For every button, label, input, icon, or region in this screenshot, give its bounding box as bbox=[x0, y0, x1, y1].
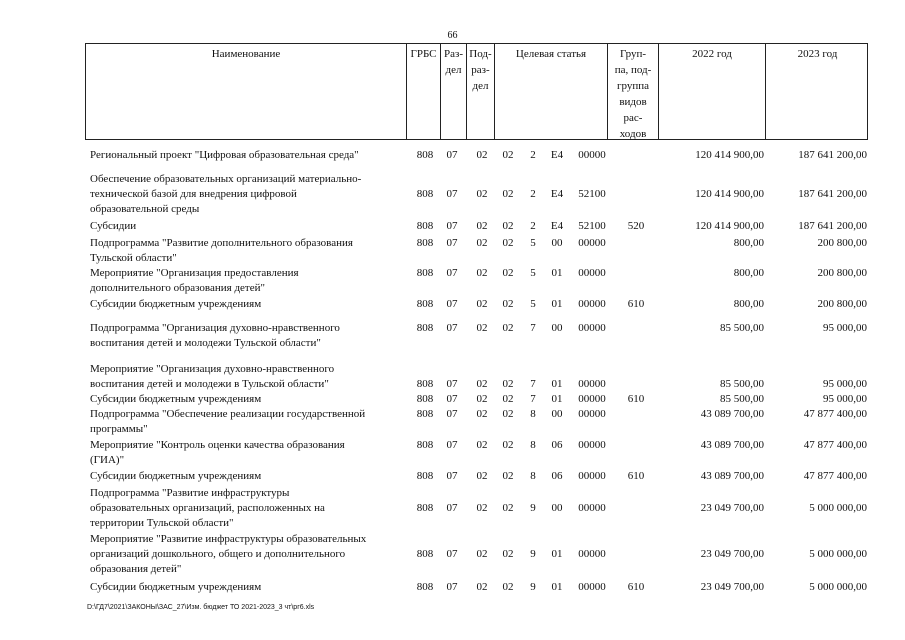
cell-t3: 06 bbox=[551, 439, 563, 451]
cell-grbs: 808 bbox=[416, 378, 434, 390]
row-name bbox=[90, 172, 402, 217]
cell-t3: 00 bbox=[551, 502, 563, 514]
cell-y2022: 85 500,00 bbox=[720, 378, 764, 390]
header-podrazdel: Под- раз- дел bbox=[467, 44, 495, 139]
cell-y2023: 5 000 000,00 bbox=[809, 548, 867, 560]
cell-t4: 00000 bbox=[578, 237, 606, 249]
cell-t2: 8 bbox=[530, 439, 536, 451]
row-name-line: Подпрограмма "Обеспечение реализации государственной bbox=[90, 408, 366, 420]
header-grbs: ГРБС bbox=[407, 44, 441, 139]
row-name-line: Субсидии бюджетным учреждениям bbox=[90, 470, 262, 482]
cell-t3: E4 bbox=[550, 188, 564, 200]
row-name-line: (ГИА)" bbox=[90, 454, 125, 466]
cell-pr: 02 bbox=[476, 298, 488, 310]
row-name-line: территории Тульской области" bbox=[90, 517, 234, 529]
header-2022: 2022 год bbox=[659, 44, 766, 139]
cell-t2: 7 bbox=[530, 393, 536, 405]
file-path-footer: D:\ГД7\2021\ЗАКОНЫ\ЗАС_27\Изм. бюджет ТО 2021-2023_3 чт\рг6.xls bbox=[87, 604, 315, 611]
header-target: Целевая статья bbox=[495, 44, 608, 139]
row-name-line: технической базой для внедрения цифровой bbox=[90, 188, 297, 200]
row-name bbox=[90, 407, 402, 437]
cell-y2022: 23 049 700,00 bbox=[700, 548, 764, 560]
cell-t1: 02 bbox=[502, 502, 514, 514]
cell-y2022: 43 089 700,00 bbox=[700, 439, 764, 451]
row-name bbox=[90, 469, 402, 484]
row-name-line: Подпрограмма "Организация духовно-нравственного bbox=[90, 322, 340, 334]
row-name-line: Подпрограмма "Развитие дополнительного образования bbox=[90, 237, 353, 249]
row-name bbox=[90, 321, 402, 351]
row-name-line: Тульской области" bbox=[90, 252, 177, 264]
cell-t2: 2 bbox=[530, 220, 536, 232]
cell-y2022: 85 500,00 bbox=[720, 322, 764, 334]
cell-y2023: 47 877 400,00 bbox=[803, 408, 867, 420]
cell-t1: 02 bbox=[502, 220, 514, 232]
cell-rz: 07 bbox=[446, 439, 458, 451]
cell-t1: 02 bbox=[502, 408, 514, 420]
cell-grbs: 808 bbox=[416, 548, 434, 560]
cell-vr: 610 bbox=[627, 298, 645, 310]
cell-t1: 02 bbox=[502, 298, 514, 310]
cell-y2022: 120 414 900,00 bbox=[695, 149, 764, 161]
cell-t1: 02 bbox=[502, 378, 514, 390]
cell-t3: 01 bbox=[551, 581, 563, 593]
cell-grbs: 808 bbox=[416, 149, 434, 161]
cell-pr: 02 bbox=[476, 581, 488, 593]
cell-rz: 07 bbox=[446, 393, 458, 405]
cell-t4: 00000 bbox=[578, 298, 606, 310]
cell-t4: 00000 bbox=[578, 502, 606, 514]
cell-y2023: 200 800,00 bbox=[817, 298, 867, 310]
cell-grbs: 808 bbox=[416, 188, 434, 200]
cell-rz: 07 bbox=[446, 470, 458, 482]
cell-t1: 02 bbox=[502, 322, 514, 334]
cell-pr: 02 bbox=[476, 149, 488, 161]
row-name bbox=[90, 362, 402, 392]
cell-t1: 02 bbox=[502, 581, 514, 593]
cell-rz: 07 bbox=[446, 267, 458, 279]
cell-t3: 01 bbox=[551, 548, 563, 560]
cell-vr: 610 bbox=[627, 581, 645, 593]
cell-t3: 01 bbox=[551, 267, 563, 279]
cell-y2023: 187 641 200,00 bbox=[798, 149, 867, 161]
cell-t2: 5 bbox=[530, 267, 536, 279]
cell-t3: 01 bbox=[551, 298, 563, 310]
cell-rz: 07 bbox=[446, 408, 458, 420]
cell-y2022: 23 049 700,00 bbox=[700, 581, 764, 593]
cell-t3: E4 bbox=[550, 220, 564, 232]
cell-grbs: 808 bbox=[416, 581, 434, 593]
cell-pr: 02 bbox=[476, 502, 488, 514]
header-vid: Груп- па, под- группа видов рас- ходов bbox=[608, 44, 659, 139]
cell-y2023: 47 877 400,00 bbox=[803, 470, 867, 482]
cell-t1: 02 bbox=[502, 393, 514, 405]
cell-t1: 02 bbox=[502, 149, 514, 161]
row-name-line: воспитания детей и молодежи Тульской области" bbox=[90, 337, 321, 349]
row-name-line: Субсидии бюджетным учреждениям bbox=[90, 581, 262, 593]
cell-grbs: 808 bbox=[416, 322, 434, 334]
cell-t3: E4 bbox=[550, 149, 564, 161]
cell-t2: 2 bbox=[530, 149, 536, 161]
cell-t4: 00000 bbox=[578, 267, 606, 279]
row-name-line: образования детей" bbox=[90, 563, 182, 575]
cell-y2023: 187 641 200,00 bbox=[798, 188, 867, 200]
cell-y2022: 23 049 700,00 bbox=[700, 502, 764, 514]
cell-t4: 00000 bbox=[578, 322, 606, 334]
cell-t2: 9 bbox=[530, 502, 536, 514]
cell-y2023: 95 000,00 bbox=[823, 322, 867, 334]
cell-y2023: 95 000,00 bbox=[823, 378, 867, 390]
cell-t2: 5 bbox=[530, 237, 536, 249]
cell-grbs: 808 bbox=[416, 220, 434, 232]
row-name-line: организаций дошкольного, общего и дополнительного bbox=[90, 548, 346, 560]
row-name-line: Субсидии bbox=[90, 220, 137, 232]
cell-y2023: 5 000 000,00 bbox=[809, 581, 867, 593]
row-name-line: Подпрограмма "Развитие инфраструктуры bbox=[90, 487, 290, 499]
row-name-line: воспитания детей и молодежи в Тульской области" bbox=[90, 378, 329, 390]
cell-grbs: 808 bbox=[416, 267, 434, 279]
cell-grbs: 808 bbox=[416, 408, 434, 420]
row-name-line: Мероприятие "Контроль оценки качества образования bbox=[90, 439, 345, 451]
cell-t4: 52100 bbox=[578, 220, 606, 232]
cell-grbs: 808 bbox=[416, 393, 434, 405]
cell-rz: 07 bbox=[446, 548, 458, 560]
cell-y2023: 95 000,00 bbox=[823, 393, 867, 405]
cell-rz: 07 bbox=[446, 188, 458, 200]
cell-t2: 7 bbox=[530, 322, 536, 334]
cell-vr: 610 bbox=[627, 393, 645, 405]
cell-grbs: 808 bbox=[416, 502, 434, 514]
row-name bbox=[90, 438, 402, 468]
row-name-line: Мероприятие "Развитие инфраструктуры образовательных bbox=[90, 533, 367, 545]
row-name bbox=[90, 532, 402, 577]
cell-t1: 02 bbox=[502, 470, 514, 482]
table-header bbox=[85, 43, 868, 140]
cell-t1: 02 bbox=[502, 267, 514, 279]
cell-y2022: 85 500,00 bbox=[720, 393, 764, 405]
cell-pr: 02 bbox=[476, 267, 488, 279]
cell-y2022: 120 414 900,00 bbox=[695, 220, 764, 232]
row-name-line: программы" bbox=[90, 423, 148, 435]
cell-rz: 07 bbox=[446, 322, 458, 334]
cell-t4: 00000 bbox=[578, 149, 606, 161]
header-razdel: Раз- дел bbox=[441, 44, 467, 139]
cell-t4: 00000 bbox=[578, 378, 606, 390]
cell-t4: 52100 bbox=[578, 188, 606, 200]
cell-grbs: 808 bbox=[416, 237, 434, 249]
cell-t3: 01 bbox=[551, 378, 563, 390]
cell-grbs: 808 bbox=[416, 470, 434, 482]
cell-pr: 02 bbox=[476, 188, 488, 200]
cell-rz: 07 bbox=[446, 298, 458, 310]
header-name: Наименование bbox=[86, 44, 407, 139]
cell-t4: 00000 bbox=[578, 470, 606, 482]
row-name bbox=[90, 266, 402, 296]
cell-t1: 02 bbox=[502, 439, 514, 451]
row-name bbox=[90, 148, 402, 163]
cell-grbs: 808 bbox=[416, 439, 434, 451]
cell-vr: 520 bbox=[627, 220, 645, 232]
cell-vr: 610 bbox=[627, 470, 645, 482]
row-name bbox=[90, 392, 402, 407]
cell-y2023: 47 877 400,00 bbox=[803, 439, 867, 451]
row-name-line: Мероприятие "Организация духовно-нравственного bbox=[90, 363, 335, 375]
row-name-line: Обеспечение образовательных организаций материально- bbox=[90, 173, 362, 185]
cell-t3: 00 bbox=[551, 237, 563, 249]
row-name-line: образовательных организаций, расположенных на bbox=[90, 502, 325, 514]
cell-t2: 8 bbox=[530, 408, 536, 420]
row-name-line: Субсидии бюджетным учреждениям bbox=[90, 393, 262, 405]
cell-pr: 02 bbox=[476, 378, 488, 390]
row-name-line: дополнительного образования детей" bbox=[90, 282, 265, 294]
cell-t1: 02 bbox=[502, 548, 514, 560]
cell-pr: 02 bbox=[476, 393, 488, 405]
row-name bbox=[90, 236, 402, 266]
cell-y2022: 800,00 bbox=[733, 237, 764, 249]
row-name bbox=[90, 297, 402, 312]
cell-rz: 07 bbox=[446, 502, 458, 514]
cell-rz: 07 bbox=[446, 237, 458, 249]
cell-t4: 00000 bbox=[578, 439, 606, 451]
cell-y2023: 200 800,00 bbox=[817, 237, 867, 249]
cell-rz: 07 bbox=[446, 220, 458, 232]
cell-pr: 02 bbox=[476, 322, 488, 334]
row-name bbox=[90, 580, 402, 595]
cell-t4: 00000 bbox=[578, 581, 606, 593]
cell-t2: 7 bbox=[530, 378, 536, 390]
row-name bbox=[90, 486, 402, 531]
cell-rz: 07 bbox=[446, 378, 458, 390]
cell-grbs: 808 bbox=[416, 298, 434, 310]
cell-t3: 06 bbox=[551, 470, 563, 482]
cell-t2: 5 bbox=[530, 298, 536, 310]
row-name-line: Региональный проект "Цифровая образовательная среда" bbox=[90, 149, 359, 161]
page-number: 66 bbox=[447, 30, 458, 41]
row-name bbox=[90, 219, 402, 234]
cell-pr: 02 bbox=[476, 408, 488, 420]
cell-t3: 00 bbox=[551, 322, 563, 334]
cell-t2: 9 bbox=[530, 548, 536, 560]
cell-t3: 01 bbox=[551, 393, 563, 405]
cell-t2: 8 bbox=[530, 470, 536, 482]
cell-pr: 02 bbox=[476, 439, 488, 451]
cell-t1: 02 bbox=[502, 237, 514, 249]
cell-t4: 00000 bbox=[578, 393, 606, 405]
row-name-line: Мероприятие "Организация предоставления bbox=[90, 267, 299, 279]
cell-y2022: 43 089 700,00 bbox=[700, 470, 764, 482]
cell-y2023: 5 000 000,00 bbox=[809, 502, 867, 514]
row-name-line: образовательной среды bbox=[90, 203, 200, 215]
cell-pr: 02 bbox=[476, 220, 488, 232]
cell-y2022: 800,00 bbox=[733, 298, 764, 310]
cell-t3: 00 bbox=[551, 408, 563, 420]
cell-pr: 02 bbox=[476, 548, 488, 560]
cell-t2: 9 bbox=[530, 581, 536, 593]
cell-t2: 2 bbox=[530, 188, 536, 200]
cell-pr: 02 bbox=[476, 237, 488, 249]
header-2023: 2023 год bbox=[797, 48, 838, 60]
cell-pr: 02 bbox=[476, 470, 488, 482]
cell-t4: 00000 bbox=[578, 408, 606, 420]
row-name-line: Субсидии бюджетным учреждениям bbox=[90, 298, 262, 310]
cell-y2022: 43 089 700,00 bbox=[700, 408, 764, 420]
cell-y2023: 187 641 200,00 bbox=[798, 220, 867, 232]
cell-y2023: 200 800,00 bbox=[817, 267, 867, 279]
cell-y2022: 800,00 bbox=[733, 267, 764, 279]
cell-y2022: 120 414 900,00 bbox=[695, 188, 764, 200]
cell-t4: 00000 bbox=[578, 548, 606, 560]
cell-rz: 07 bbox=[446, 149, 458, 161]
cell-rz: 07 bbox=[446, 581, 458, 593]
cell-t1: 02 bbox=[502, 188, 514, 200]
